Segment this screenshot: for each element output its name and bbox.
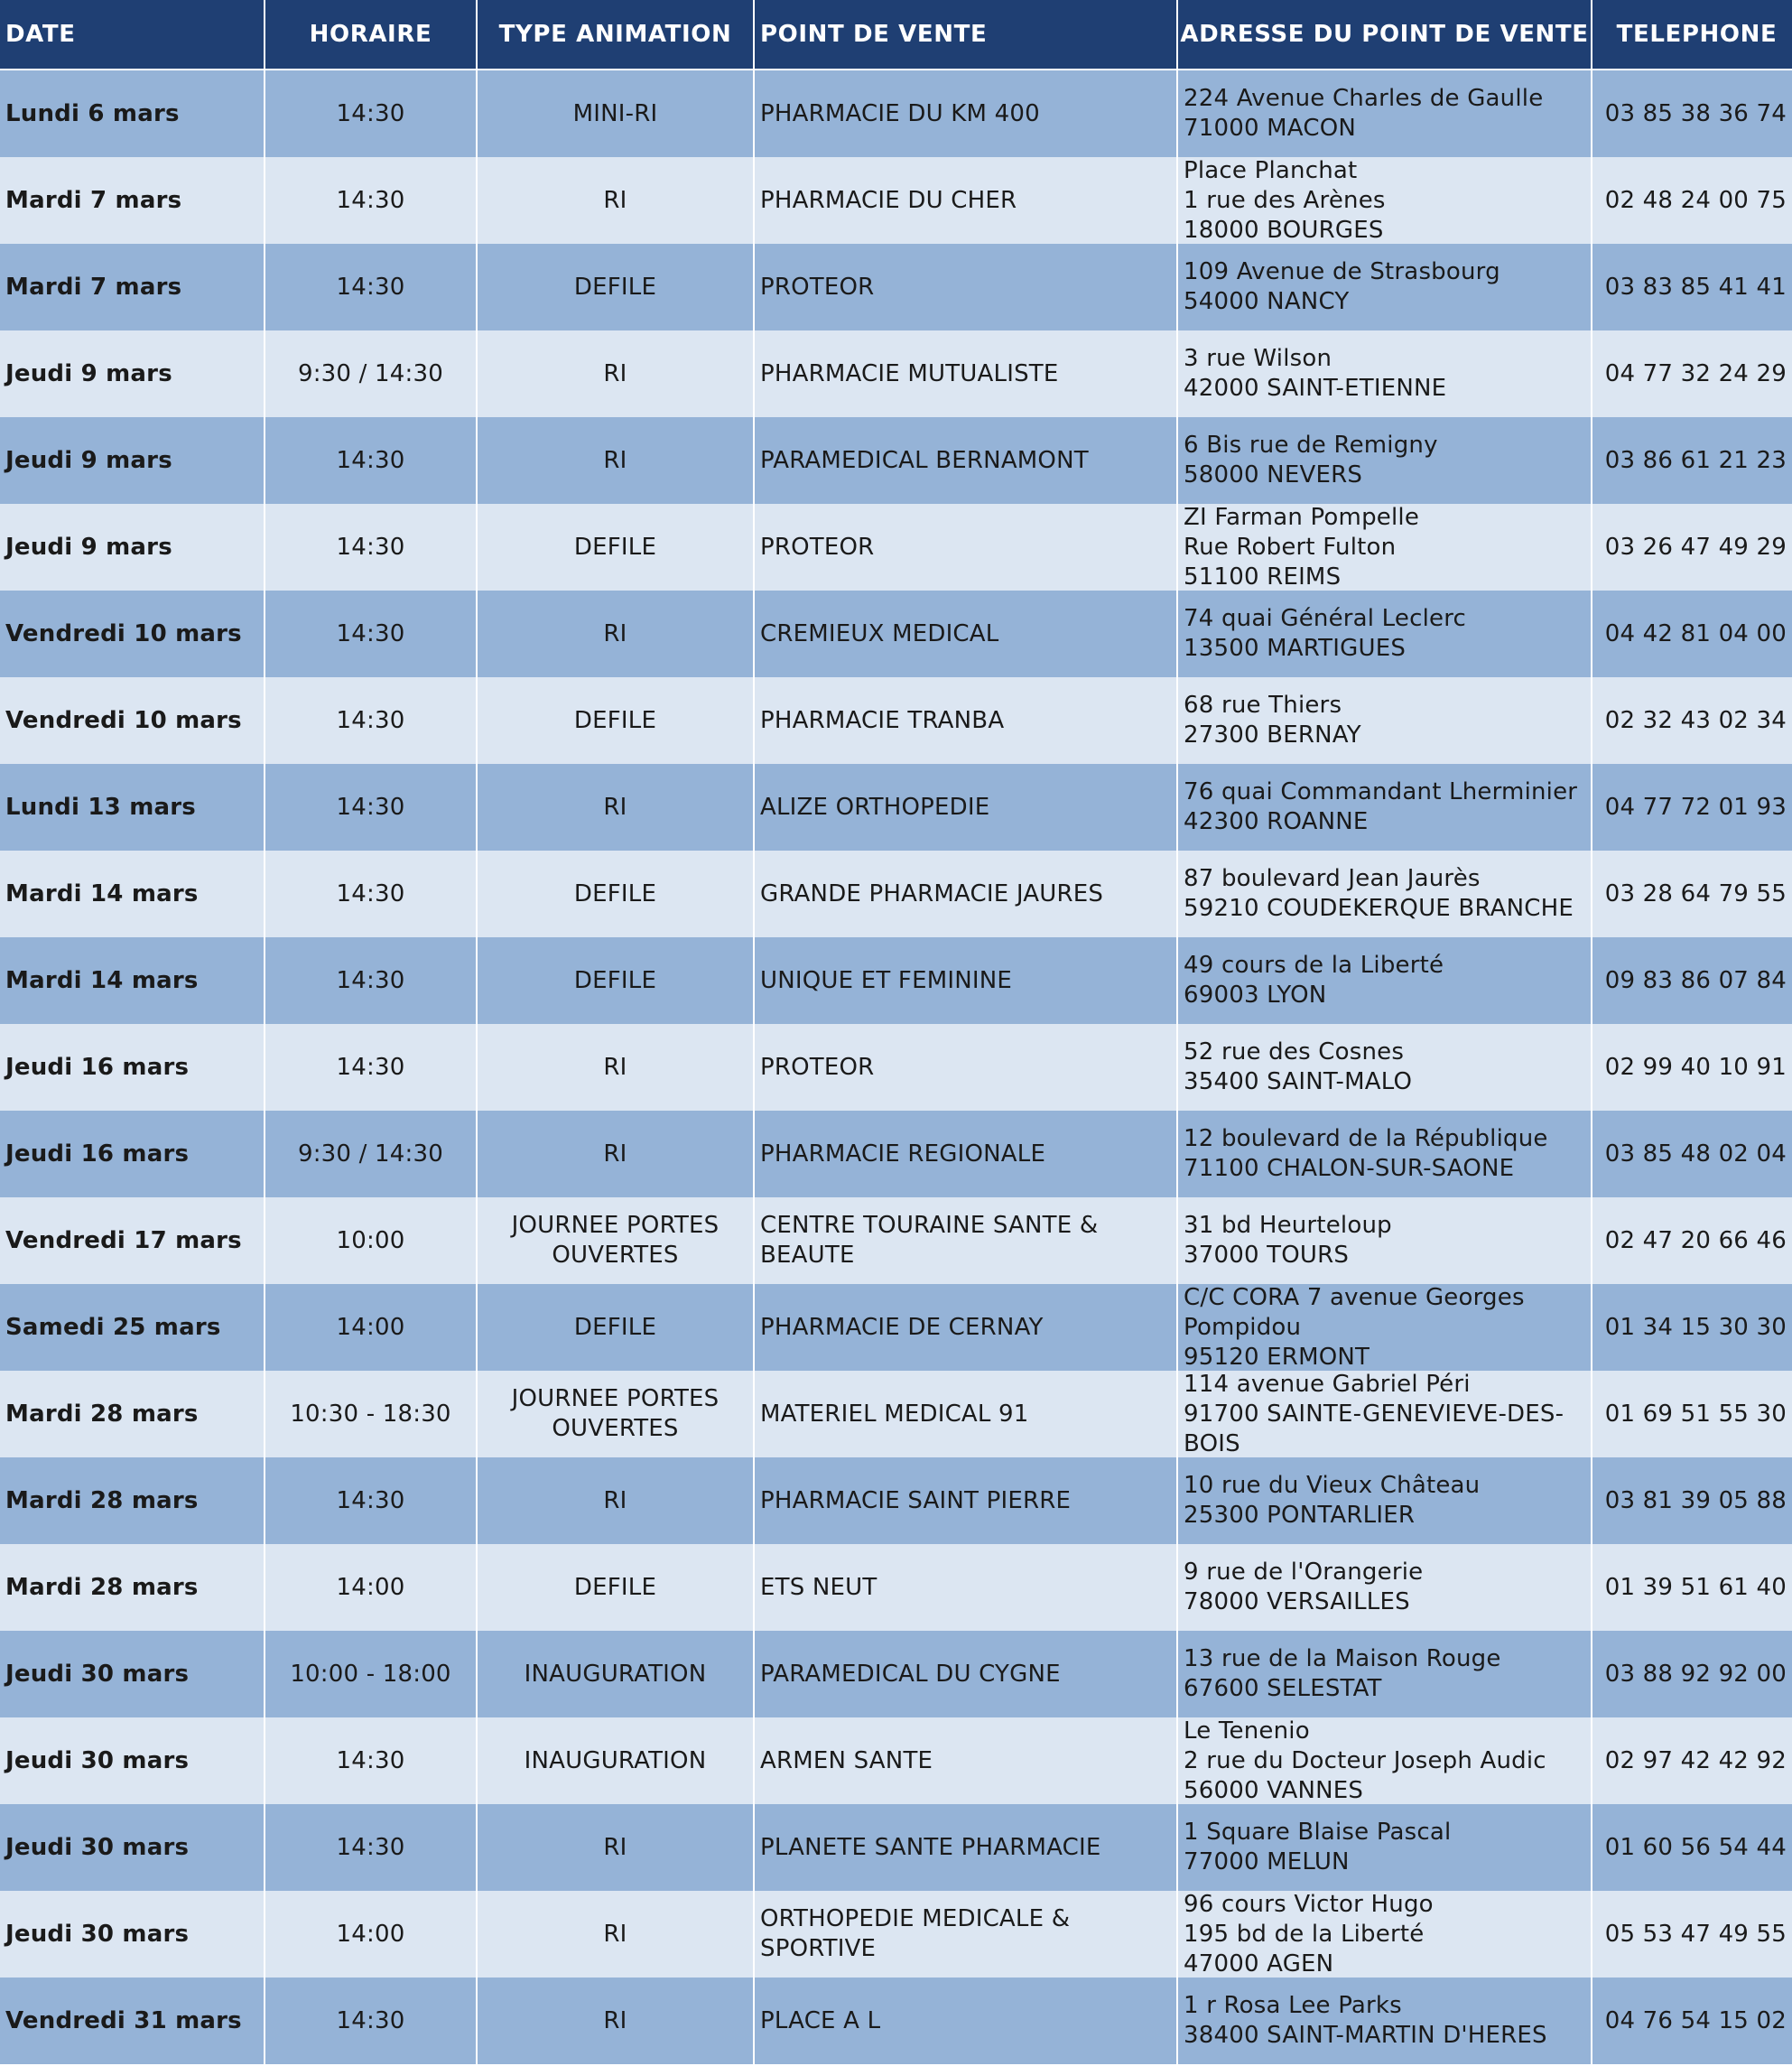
cell-point-de-vente: GRANDE PHARMACIE JAURES — [755, 851, 1176, 937]
cell-date: Vendredi 31 mars — [0, 1978, 264, 2064]
cell-date: Mardi 14 mars — [0, 937, 264, 1024]
cell-horaire: 14:00 — [265, 1891, 476, 1978]
cell-date: Mardi 14 mars — [0, 851, 264, 937]
cell-horaire: 9:30 / 14:30 — [265, 1111, 476, 1197]
cell-adresse: 13 rue de la Maison Rouge 67600 SELESTAT — [1178, 1631, 1591, 1717]
cell-type-animation: RI — [478, 764, 753, 851]
cell-adresse: 49 cours de la Liberté 69003 LYON — [1178, 937, 1591, 1024]
cell-point-de-vente: MATERIEL MEDICAL 91 — [755, 1371, 1176, 1457]
cell-point-de-vente: UNIQUE ET FEMININE — [755, 937, 1176, 1024]
cell-type-animation: RI — [478, 1891, 753, 1978]
cell-point-de-vente: PLANETE SANTE PHARMACIE — [755, 1804, 1176, 1891]
cell-telephone: 03 88 92 92 00 — [1592, 1631, 1792, 1717]
cell-telephone: 09 83 86 07 84 — [1592, 937, 1792, 1024]
cell-telephone: 04 42 81 04 00 — [1592, 591, 1792, 677]
cell-point-de-vente: PARAMEDICAL BERNAMONT — [755, 417, 1176, 504]
cell-type-animation: RI — [478, 417, 753, 504]
cell-point-de-vente: PHARMACIE SAINT PIERRE — [755, 1457, 1176, 1544]
cell-point-de-vente: PROTEOR — [755, 1024, 1176, 1111]
cell-type-animation: DEFILE — [478, 1544, 753, 1631]
cell-date: Vendredi 10 mars — [0, 677, 264, 764]
cell-type-animation: INAUGURATION — [478, 1717, 753, 1804]
cell-date: Jeudi 30 mars — [0, 1631, 264, 1717]
cell-date: Jeudi 9 mars — [0, 330, 264, 417]
cell-type-animation: INAUGURATION — [478, 1631, 753, 1717]
cell-point-de-vente: PHARMACIE DE CERNAY — [755, 1284, 1176, 1371]
cell-telephone: 03 26 47 49 29 — [1592, 504, 1792, 591]
cell-horaire: 14:30 — [265, 70, 476, 157]
cell-telephone: 04 76 54 15 02 — [1592, 1978, 1792, 2064]
cell-adresse: C/C CORA 7 avenue Georges Pompidou 95120 ERMONT — [1178, 1284, 1591, 1371]
cell-adresse: 109 Avenue de Strasbourg 54000 NANCY — [1178, 244, 1591, 330]
cell-point-de-vente: PHARMACIE REGIONALE — [755, 1111, 1176, 1197]
cell-point-de-vente: PROTEOR — [755, 504, 1176, 591]
cell-point-de-vente: PHARMACIE TRANBA — [755, 677, 1176, 764]
cell-point-de-vente: PHARMACIE DU CHER — [755, 157, 1176, 244]
cell-point-de-vente: PARAMEDICAL DU CYGNE — [755, 1631, 1176, 1717]
cell-point-de-vente: CENTRE TOURAINE SANTE & BEAUTE — [755, 1197, 1176, 1284]
cell-horaire: 14:30 — [265, 1804, 476, 1891]
cell-date: Jeudi 9 mars — [0, 417, 264, 504]
cell-adresse: 74 quai Général Leclerc 13500 MARTIGUES — [1178, 591, 1591, 677]
cell-horaire: 10:00 - 18:00 — [265, 1631, 476, 1717]
cell-telephone: 03 28 64 79 55 — [1592, 851, 1792, 937]
cell-horaire: 14:30 — [265, 244, 476, 330]
cell-adresse: 87 boulevard Jean Jaurès 59210 COUDEKERQUE BRANCHE — [1178, 851, 1591, 937]
cell-telephone: 05 53 47 49 55 — [1592, 1891, 1792, 1978]
cell-telephone: 01 69 51 55 30 — [1592, 1371, 1792, 1457]
cell-date: Vendredi 10 mars — [0, 591, 264, 677]
cell-point-de-vente: ALIZE ORTHOPEDIE — [755, 764, 1176, 851]
cell-telephone: 03 85 38 36 74 — [1592, 70, 1792, 157]
cell-date: Mardi 28 mars — [0, 1544, 264, 1631]
cell-horaire: 14:30 — [265, 1457, 476, 1544]
cell-telephone: 03 83 85 41 41 — [1592, 244, 1792, 330]
header-telephone: TELEPHONE — [1592, 0, 1792, 70]
cell-telephone: 03 81 39 05 88 — [1592, 1457, 1792, 1544]
cell-telephone: 02 47 20 66 46 — [1592, 1197, 1792, 1284]
cell-adresse: 12 boulevard de la République 71100 CHALON-SUR-SAONE — [1178, 1111, 1591, 1197]
cell-date: Jeudi 30 mars — [0, 1717, 264, 1804]
cell-horaire: 9:30 / 14:30 — [265, 330, 476, 417]
cell-adresse: 76 quai Commandant Lherminier 42300 ROANNE — [1178, 764, 1591, 851]
cell-point-de-vente: ORTHOPEDIE MEDICALE & SPORTIVE — [755, 1891, 1176, 1978]
cell-point-de-vente: ETS NEUT — [755, 1544, 1176, 1631]
cell-type-animation: DEFILE — [478, 851, 753, 937]
cell-type-animation: JOURNEE PORTES OUVERTES — [478, 1197, 753, 1284]
cell-date: Mardi 28 mars — [0, 1371, 264, 1457]
cell-horaire: 14:30 — [265, 1717, 476, 1804]
cell-telephone: 02 99 40 10 91 — [1592, 1024, 1792, 1111]
cell-date: Lundi 6 mars — [0, 70, 264, 157]
cell-horaire: 14:30 — [265, 937, 476, 1024]
cell-adresse: ZI Farman Pompelle Rue Robert Fulton 51100 REIMS — [1178, 504, 1591, 591]
cell-date: Vendredi 17 mars — [0, 1197, 264, 1284]
cell-adresse: 114 avenue Gabriel Péri 91700 SAINTE-GENEVIEVE-DES-BOIS — [1178, 1371, 1591, 1457]
cell-telephone: 02 97 42 42 92 — [1592, 1717, 1792, 1804]
cell-horaire: 14:00 — [265, 1284, 476, 1371]
cell-adresse: Place Planchat 1 rue des Arènes 18000 BOURGES — [1178, 157, 1591, 244]
cell-point-de-vente: PROTEOR — [755, 244, 1176, 330]
cell-adresse: 68 rue Thiers 27300 BERNAY — [1178, 677, 1591, 764]
cell-telephone: 01 60 56 54 44 — [1592, 1804, 1792, 1891]
cell-telephone: 04 77 32 24 29 — [1592, 330, 1792, 417]
cell-horaire: 14:30 — [265, 504, 476, 591]
cell-point-de-vente: CREMIEUX MEDICAL — [755, 591, 1176, 677]
cell-date: Jeudi 16 mars — [0, 1111, 264, 1197]
cell-adresse: 52 rue des Cosnes 35400 SAINT-MALO — [1178, 1024, 1591, 1111]
cell-point-de-vente: PLACE A L — [755, 1978, 1176, 2064]
cell-horaire: 14:30 — [265, 1024, 476, 1111]
cell-adresse: 224 Avenue Charles de Gaulle 71000 MACON — [1178, 70, 1591, 157]
cell-adresse: Le Tenenio 2 rue du Docteur Joseph Audic 56000 VANNES — [1178, 1717, 1591, 1804]
cell-type-animation: JOURNEE PORTES OUVERTES — [478, 1371, 753, 1457]
cell-type-animation: DEFILE — [478, 677, 753, 764]
cell-horaire: 14:30 — [265, 157, 476, 244]
cell-telephone: 01 39 51 61 40 — [1592, 1544, 1792, 1631]
cell-point-de-vente: ARMEN SANTE — [755, 1717, 1176, 1804]
cell-adresse: 1 r Rosa Lee Parks 38400 SAINT-MARTIN D'HERES — [1178, 1978, 1591, 2064]
cell-adresse: 10 rue du Vieux Château 25300 PONTARLIER — [1178, 1457, 1591, 1544]
cell-horaire: 14:30 — [265, 591, 476, 677]
cell-type-animation: RI — [478, 1024, 753, 1111]
cell-type-animation: RI — [478, 1978, 753, 2064]
cell-horaire: 14:30 — [265, 417, 476, 504]
cell-type-animation: MINI-RI — [478, 70, 753, 157]
cell-horaire: 10:30 - 18:30 — [265, 1371, 476, 1457]
cell-adresse: 3 rue Wilson 42000 SAINT-ETIENNE — [1178, 330, 1591, 417]
cell-horaire: 10:00 — [265, 1197, 476, 1284]
cell-date: Samedi 25 mars — [0, 1284, 264, 1371]
cell-horaire: 14:30 — [265, 677, 476, 764]
header-adresse: ADRESSE DU POINT DE VENTE — [1178, 0, 1591, 70]
cell-type-animation: DEFILE — [478, 937, 753, 1024]
cell-horaire: 14:30 — [265, 851, 476, 937]
cell-date: Jeudi 9 mars — [0, 504, 264, 591]
cell-point-de-vente: PHARMACIE DU KM 400 — [755, 70, 1176, 157]
cell-date: Jeudi 30 mars — [0, 1891, 264, 1978]
cell-type-animation: RI — [478, 1457, 753, 1544]
cell-type-animation: RI — [478, 591, 753, 677]
cell-adresse: 9 rue de l'Orangerie 78000 VERSAILLES — [1178, 1544, 1591, 1631]
cell-horaire: 14:30 — [265, 1978, 476, 2064]
header-point-de-vente: POINT DE VENTE — [755, 0, 1176, 70]
cell-type-animation: DEFILE — [478, 1284, 753, 1371]
header-horaire: HORAIRE — [265, 0, 476, 70]
header-type-animation: TYPE ANIMATION — [478, 0, 753, 70]
cell-type-animation: RI — [478, 1111, 753, 1197]
cell-date: Mardi 7 mars — [0, 157, 264, 244]
cell-date: Lundi 13 mars — [0, 764, 264, 851]
cell-telephone: 02 48 24 00 75 — [1592, 157, 1792, 244]
cell-date: Jeudi 30 mars — [0, 1804, 264, 1891]
cell-adresse: 31 bd Heurteloup 37000 TOURS — [1178, 1197, 1591, 1284]
cell-telephone: 03 86 61 21 23 — [1592, 417, 1792, 504]
cell-type-animation: RI — [478, 330, 753, 417]
cell-date: Mardi 7 mars — [0, 244, 264, 330]
cell-adresse: 6 Bis rue de Remigny 58000 NEVERS — [1178, 417, 1591, 504]
cell-adresse: 96 cours Victor Hugo 195 bd de la Liberté 47000 AGEN — [1178, 1891, 1591, 1978]
cell-point-de-vente: PHARMACIE MUTUALISTE — [755, 330, 1176, 417]
cell-type-animation: RI — [478, 1804, 753, 1891]
cell-type-animation: DEFILE — [478, 244, 753, 330]
header-date: DATE — [0, 0, 264, 70]
cell-horaire: 14:00 — [265, 1544, 476, 1631]
cell-adresse: 1 Square Blaise Pascal 77000 MELUN — [1178, 1804, 1591, 1891]
cell-type-animation: RI — [478, 157, 753, 244]
cell-telephone: 03 85 48 02 04 — [1592, 1111, 1792, 1197]
cell-date: Mardi 28 mars — [0, 1457, 264, 1544]
cell-type-animation: DEFILE — [478, 504, 753, 591]
cell-telephone: 04 77 72 01 93 — [1592, 764, 1792, 851]
cell-telephone: 01 34 15 30 30 — [1592, 1284, 1792, 1371]
cell-horaire: 14:30 — [265, 764, 476, 851]
cell-telephone: 02 32 43 02 34 — [1592, 677, 1792, 764]
cell-date: Jeudi 16 mars — [0, 1024, 264, 1111]
